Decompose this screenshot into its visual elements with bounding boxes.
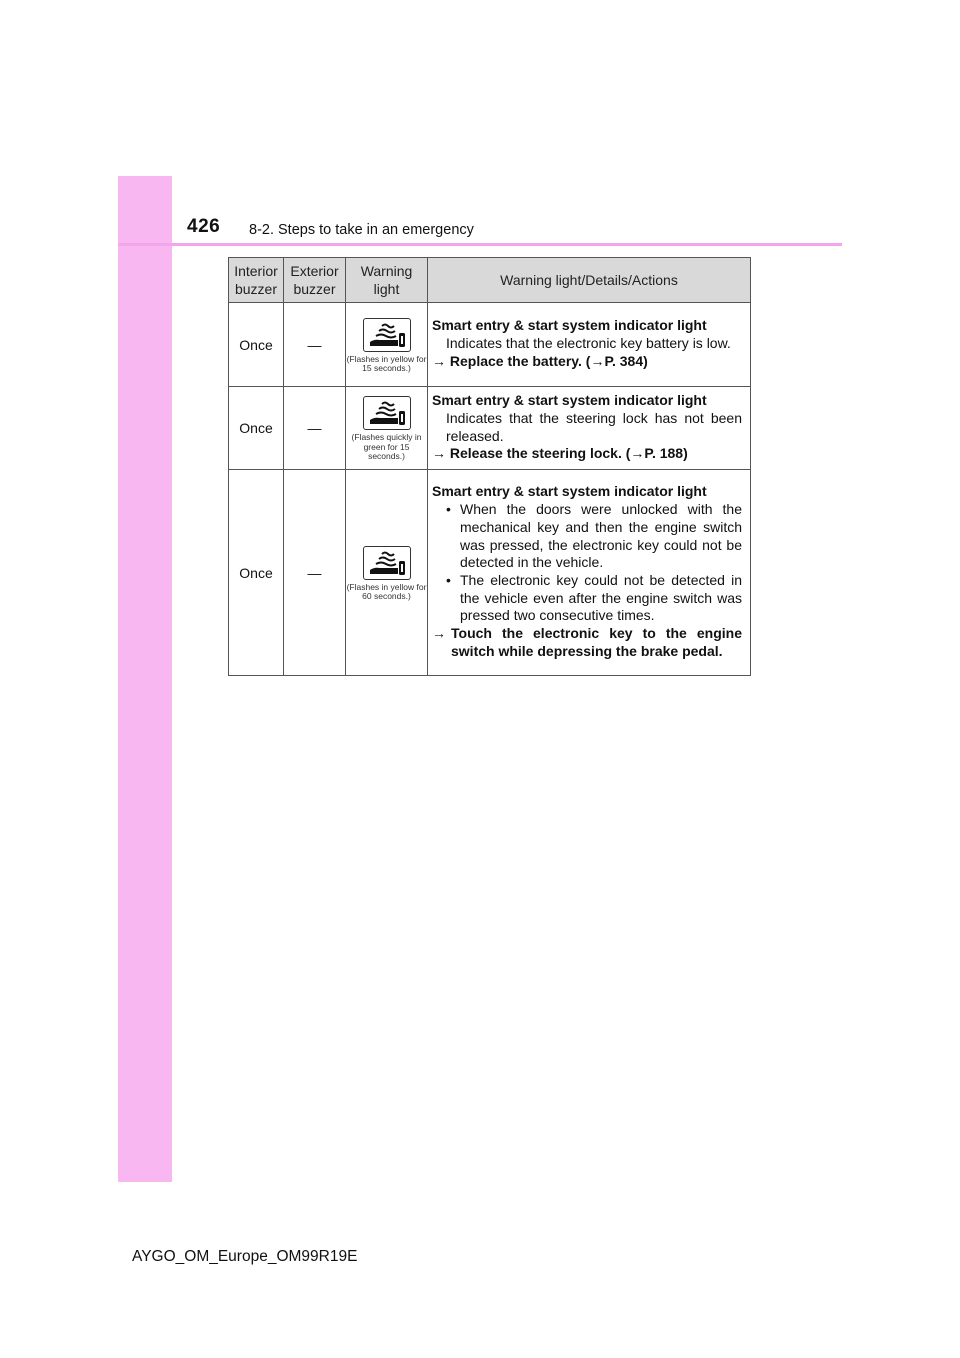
table-row [229, 470, 751, 676]
column-header-interior-buzzer: Interior buzzer [229, 258, 284, 303]
action-text: Release the steering lock. (→P. 188) [449, 445, 688, 462]
warning-light-caption: (Flashes in yellow for 15 seconds.) [346, 353, 427, 373]
list-item: • The electronic key could not be detected in the vehicle even after the engine switch was pressed two consecutive times. [432, 572, 742, 625]
arrow-icon: → [432, 352, 446, 369]
details-bullet-list [432, 501, 742, 625]
warning-table [228, 257, 751, 676]
warning-light-cell [346, 303, 428, 387]
smart-key-icon [363, 546, 411, 580]
table-header-row [229, 258, 751, 303]
action-text: Touch the electronic key to the engine switch while depressing the brake pedal. [451, 625, 742, 659]
interior-buzzer-cell: Once [229, 387, 284, 470]
header-rule [118, 243, 842, 246]
interior-buzzer-cell: Once [229, 303, 284, 387]
exterior-buzzer-cell: — [284, 470, 346, 676]
table-row [229, 387, 751, 470]
action-text: Replace the battery. (→P. 384) [449, 352, 648, 369]
list-item: • When the doors were unlocked with the mechanical key and then the engine switch was pressed, the electronic key could not be detected in the vehicle. [432, 501, 742, 572]
column-header-warning-light: Warning light [346, 258, 428, 303]
indicator-title: Smart entry & start system indicator light [432, 317, 707, 334]
warning-light-caption: (Flashes quickly in green for 15 seconds.) [351, 432, 422, 462]
column-header-exterior-buzzer: Exterior buzzer [284, 258, 346, 303]
warning-light-cell [346, 387, 428, 470]
page-number: 426 [187, 216, 221, 237]
arrow-icon: → [432, 625, 446, 642]
indicator-title: Smart entry & start system indicator light [432, 392, 707, 409]
details-text: Indicates that the steering lock has not been released. [446, 409, 742, 444]
interior-buzzer-cell: Once [229, 470, 284, 676]
details-text: Indicates that the electronic key battery is low. [446, 335, 731, 352]
document-code: AYGO_OM_Europe_OM99R19E [132, 1248, 358, 1265]
warning-light-caption: (Flashes in yellow for 60 seconds.) [346, 581, 427, 601]
indicator-title: Smart entry & start system indicator light [432, 483, 707, 500]
exterior-buzzer-cell: — [284, 387, 346, 470]
exterior-buzzer-cell: — [284, 303, 346, 387]
smart-key-icon [363, 318, 411, 352]
side-color-bar [118, 176, 172, 1182]
action-line [432, 353, 742, 371]
section-title: 8-2. Steps to take in an emergency [249, 222, 474, 238]
smart-key-icon [363, 396, 411, 430]
action-line [432, 445, 742, 463]
arrow-icon: → [432, 445, 446, 462]
details-cell [428, 387, 751, 470]
warning-light-cell [346, 470, 428, 676]
details-cell [428, 470, 751, 676]
action-line [432, 625, 742, 660]
details-cell [428, 303, 751, 387]
table-row [229, 303, 751, 387]
column-header-details: Warning light/Details/Actions [428, 258, 751, 303]
